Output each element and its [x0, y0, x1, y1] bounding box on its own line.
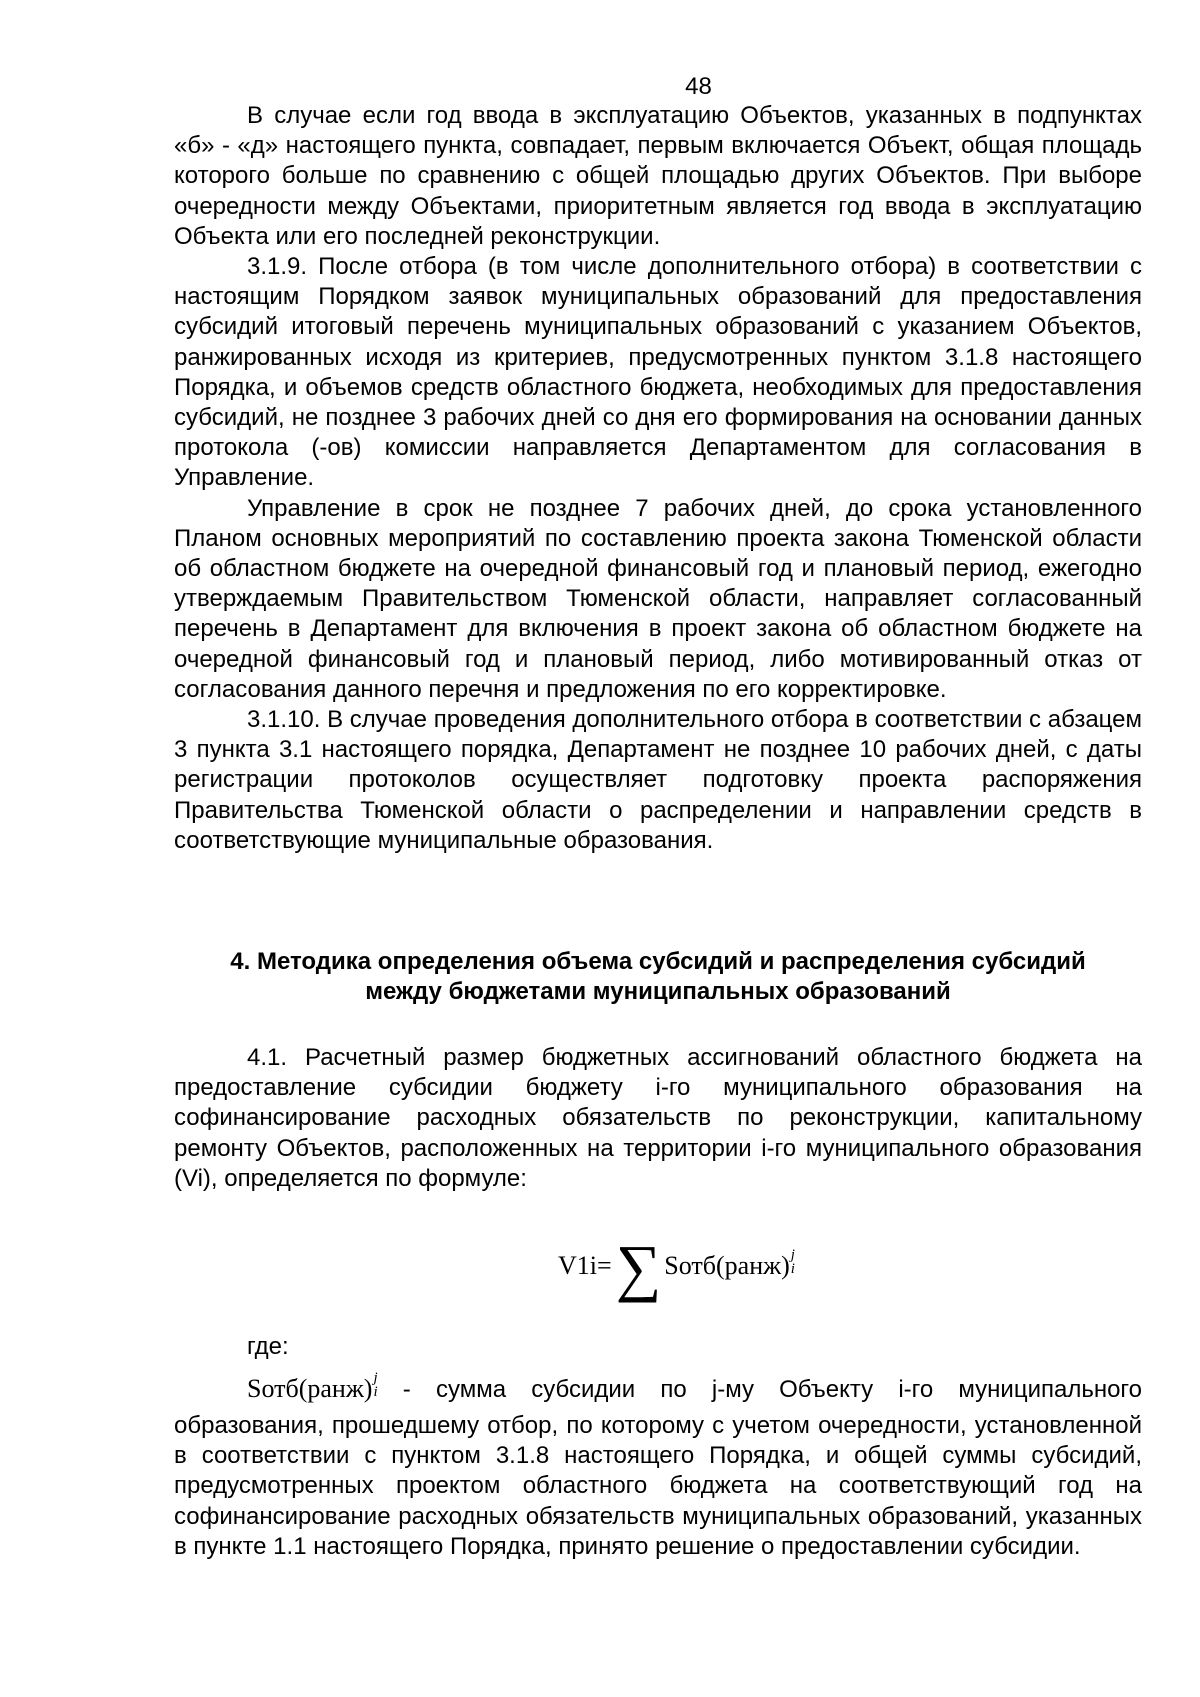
definition-continuation-block — [174, 1411, 1142, 1562]
definition-first-line — [247, 1370, 1142, 1405]
body-text-top — [174, 101, 1142, 856]
formula-subscript: i — [790, 1261, 795, 1277]
section-heading-line-2: между бюджетами муниципальных образований — [365, 978, 951, 1006]
where-label: где: — [247, 1333, 289, 1360]
definition-symbol-text: Sотб(ранж) — [247, 1374, 373, 1403]
page-number: 48 — [685, 73, 712, 100]
definition-word: муниципального — [958, 1376, 1142, 1403]
section-heading — [174, 947, 1142, 1008]
definition-word: Объекту — [779, 1376, 874, 1403]
definition-word: по — [660, 1376, 687, 1403]
paragraph-directorate: Управление в срок не позднее 7 рабочих дней, до срока установленного Планом основных мероприятий по составлению проекта закона Тюменской области об областном бюджете на очередной финансовый год и плановый период, ежегодно утверждаемым Правительством Тюменской области, направляет согласованный перечень в Департамент для включения в проект закона об областном бюджете на очередной финансовый год и плановый период, либо мотивированный отказ от согласования данного перечня и предложения по его корректировке. — [174, 494, 1142, 703]
definition-continuation: образования, прошедшему отбор, по которому с учетом очередности, установленной в соответствии с пунктом 3.1.8 настоящего Порядка, и общей суммы субсидий, предусмотренных проектом областного бюджета на соответствующий год на софинансирование расходных обязательств муниципальных образований, указанных в пункте 1.1 настоящего Порядка, принято решение о предоставлении субсидии. — [174, 1412, 1142, 1560]
definition-subscript: i — [373, 1384, 378, 1400]
definition-word: j-му — [711, 1376, 754, 1403]
definition-symbol — [247, 1370, 378, 1404]
formula — [558, 1232, 795, 1303]
definition-superscript: j — [373, 1370, 378, 1386]
formula-indices — [791, 1248, 795, 1276]
section-heading-line-1: 4. Методика определения объема субсидий и распределения субсидий — [230, 948, 1086, 975]
formula-superscript: j — [790, 1247, 795, 1263]
paragraph-4-1: 4.1. Расчетный размер бюджетных ассигнований областного бюджета на предоставление субсидии бюджету i-го муниципального образования на софинансирование расходных обязательств по реконструкции, капитальному ремонту Объектов, расположенных на территории i-го муниципального образования (Vi), определяется по формуле: — [174, 1044, 1142, 1192]
body-text-middle — [174, 1043, 1142, 1194]
sum-symbol: ∑ — [615, 1232, 662, 1303]
paragraph-3-1-9: 3.1.9. После отбора (в том числе дополнительного отбора) в соответствии с настоящим Порядком заявок муниципальных образований для предоставления субсидий итоговый перечень муниципальных образований с указанием Объектов, ранжированных исходя из критериев, предусмотренных пунктом 3.1.8 настоящего Порядка, и объемов средств областного бюджета, необходимых для предоставления субсидий, не позднее 3 рабочих дней со дня его формирования на основании данных протокола (-ов) комиссии направляется Департаментом для согласования в Управление. — [174, 253, 1142, 492]
formula-term: Sотб(ранж) — [664, 1251, 790, 1280]
definition-indices — [373, 1371, 377, 1399]
formula-lhs: V1i= — [558, 1251, 612, 1280]
definition-word: - — [402, 1376, 411, 1403]
definition-word: i-го — [898, 1376, 934, 1403]
definition-word: сумма — [435, 1376, 507, 1403]
paragraph-3-1-10: 3.1.10. В случае проведения дополнительного отбора в соответствии с абзацем 3 пункта 3.1 настоящего порядка, Департамент не позднее 10 рабочих дней, с даты регистрации протоколов осуществляет подготовку проекта распоряжения Правительства Тюменской области о распределении и направлении средств в соответствующие муниципальные образования. — [174, 706, 1142, 854]
paragraph-commissioning-year: В случае если год ввода в эксплуатацию Объектов, указанных в подпунктах «б» - «д» настоящего пункта, совпадает, первым включается Объект, общая площадь которого больше по сравнению с общей площадью других Объектов. При выборе очередности между Объектами, приоритетным является год ввода в эксплуатацию Объекта или его последней реконструкции. — [174, 102, 1142, 250]
definition-word: субсидии — [531, 1376, 636, 1403]
